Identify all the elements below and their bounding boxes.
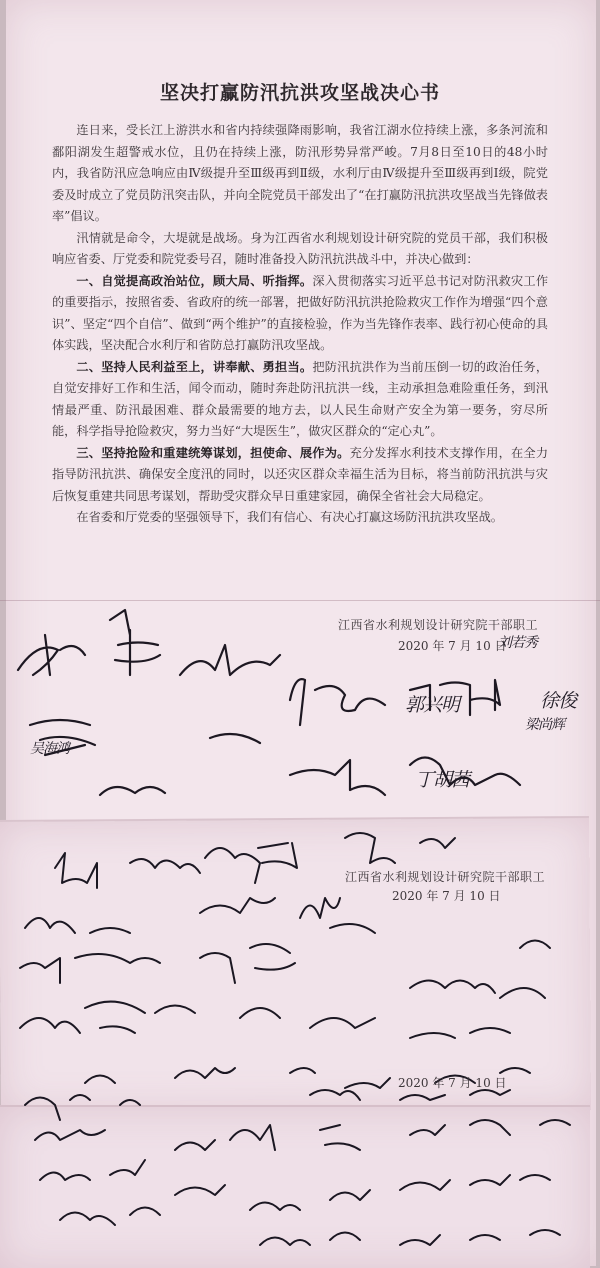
- page-2-signature-date: 2020 年 7 月 10 日: [392, 889, 501, 903]
- signature-guo-xingming: 郭兴明: [405, 694, 460, 716]
- handwritten-signatures-page-3: [0, 1080, 600, 1266]
- document-body: [52, 120, 548, 529]
- paragraph-1: 连日来，受长江上游洪水和省内持续强降雨影响，我省江湖水位持续上涨，多条河流和鄱阳湖发生超警戒水位，且仍在持续上涨，防汛形势异常严峻。7月8日至10日的48小时内，我省防汛应急响应由Ⅳ级提升至Ⅲ级再到Ⅱ级，水利厅由Ⅳ级提升至Ⅲ级再到Ⅰ级，院党委及时成立了党员防汛突击队，并向全院党员干部发出了“在打赢防汛抗洪攻坚战当先锋做表率”倡议。: [52, 123, 548, 223]
- page-3-signature-date: 2020 年 7 月 10 日: [398, 1076, 507, 1090]
- page-2-signature-organization: 江西省水利规划设计研究院干部职工: [345, 870, 546, 884]
- signature-wu-haihong: 吴海鸿: [30, 741, 69, 757]
- document-title: 坚决打赢防汛抗洪攻坚战决心书: [159, 82, 440, 104]
- paragraph-6: 在省委和厅党委的坚强领导下，我们有信心、有决心打赢这场防汛抗洪攻坚战。: [76, 510, 503, 524]
- handwritten-signatures-page-1: [0, 590, 600, 820]
- signature-liang-shanghui: 梁尚辉: [525, 717, 564, 733]
- paragraph-4: 二、坚持人民利益至上，讲奉献、勇担当。把防汛抗洪作为当前压倒一切的政治任务，自觉安排好工作和生活，闻令而动，随时奔赴防汛抗洪一线，主动承担急难险重任务，到汛情最严重、防汛最困难、群众最需要的地方去，以人民生命财产安全为第一要务，穷尽所能，科学指导抢险救灾，努力当好“大堤医生”，做灾区群众的“定心丸”。: [52, 359, 549, 438]
- paragraph-2: 汛情就是命令，大堤就是战场。身为江西省水利规划设计研究院的党员干部，我们积极响应省委、厅党委和院党委号召，随时准备投入防汛抗洪战斗中，并决心做到：: [52, 230, 548, 266]
- signature-ding-huqian: 丁胡茜: [415, 769, 470, 791]
- paragraph-3: 一、自觉提高政治站位，顾大局、听指挥。深入贯彻落实习近平总书记对防汛救灾工作的重要指示，按照省委、省政府的统一部署，把做好防汛抗洪抢险救灾工作作为增强“四个意识”、坚定“四个自信”、做到“两个维护”的直接检验，作为当先锋作表率、践行初心使命的具体实践，坚决配合水利厅和省防总打赢防汛攻坚战。: [52, 273, 549, 352]
- paragraph-5: 三、坚持抢险和重建统筹谋划，担使命、展作为。充分发挥水利技术支撑作用，在全力指导防汛抗洪、确保安全度汛的同时，以还灾区群众幸福生活为目标，将当前防汛抗洪与灾后恢复重建共同思考谋划，帮助受灾群众早日重建家园，确保全省社会大局稳定。: [52, 445, 549, 503]
- handwritten-signatures-page-2: [0, 818, 600, 1110]
- signature-date: 2020 年 7 月 10 日: [398, 639, 507, 653]
- signature-organization: 江西省水利规划设计研究院干部职工: [338, 618, 539, 632]
- signature-xu-jun: 徐俊: [540, 690, 577, 712]
- signature-liu-ruoxiu: 刘若秀: [498, 635, 537, 651]
